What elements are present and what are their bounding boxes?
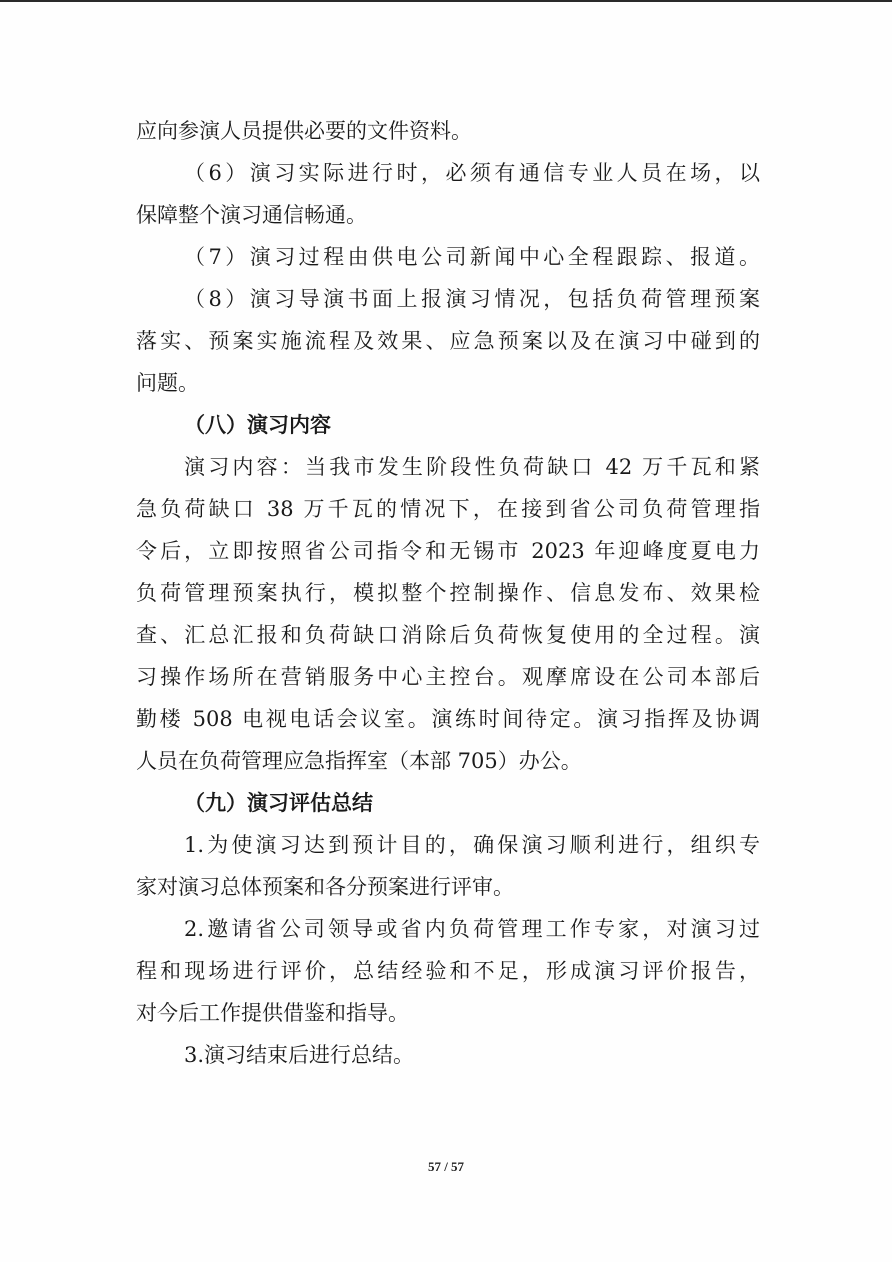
text-line: 勤楼 508 电视电话会议室。演练时间待定。演习指挥及协调 bbox=[136, 707, 760, 731]
text-line: （6）演习实际进行时，必须有通信专业人员在场，以 bbox=[184, 161, 760, 185]
text-line: 应向参演人员提供必要的文件资料。 bbox=[136, 119, 472, 143]
text-line: 令后，立即按照省公司指令和无锡市 2023 年迎峰度夏电力 bbox=[136, 539, 760, 563]
text-line: 习操作场所在营销服务中心主控台。观摩席设在公司本部后 bbox=[136, 665, 760, 689]
text-line: 落实、预案实施流程及效果、应急预案以及在演习中碰到的 bbox=[136, 329, 760, 353]
text-line: 3.演习结束后进行总结。 bbox=[184, 1043, 415, 1067]
text-line: 演习内容：当我市发生阶段性负荷缺口 42 万千瓦和紧 bbox=[184, 455, 760, 479]
text-line: （8）演习导演书面上报演习情况，包括负荷管理预案 bbox=[184, 287, 760, 311]
text-line: 1.为使演习达到预计目的，确保演习顺利进行，组织专 bbox=[184, 833, 760, 857]
text-line: 家对演习总体预案和各分预案进行评审。 bbox=[136, 875, 514, 899]
text-line: 查、汇总汇报和负荷缺口消除后负荷恢复使用的全过程。演 bbox=[136, 623, 760, 647]
text-line: 问题。 bbox=[136, 371, 199, 395]
section-heading: （九）演习评估总结 bbox=[184, 790, 373, 815]
text-line: 对今后工作提供借鉴和指导。 bbox=[136, 1001, 409, 1025]
text-line: 负荷管理预案执行，模拟整个控制操作、信息发布、效果检 bbox=[136, 581, 760, 605]
text-line: 急负荷缺口 38 万千瓦的情况下，在接到省公司负荷管理指 bbox=[136, 497, 760, 521]
text-line: 2.邀请省公司领导或省内负荷管理工作专家，对演习过 bbox=[184, 917, 760, 941]
text-line: 保障整个演习通信畅通。 bbox=[136, 203, 367, 227]
section-heading: （八）演习内容 bbox=[184, 412, 331, 437]
document-body bbox=[136, 110, 760, 1076]
page-number: 57 / 57 bbox=[427, 1159, 465, 1174]
text-line: 人员在负荷管理应急指挥室（本部 705）办公。 bbox=[136, 749, 582, 773]
text-line: （7）演习过程由供电公司新闻中心全程跟踪、报道。 bbox=[184, 245, 760, 269]
text-line: 程和现场进行评价，总结经验和不足，形成演习评价报告， bbox=[136, 959, 760, 983]
